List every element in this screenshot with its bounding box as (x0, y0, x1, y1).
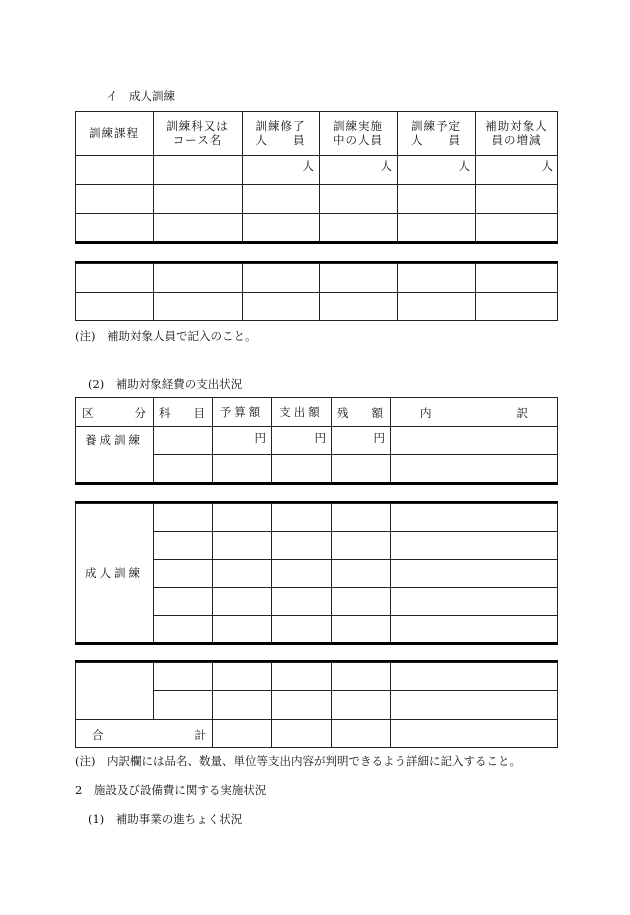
table-break-line (75, 642, 558, 645)
row-label-apprentice-training: 養成訓練 (85, 433, 143, 447)
header-category: 区 分 (82, 406, 146, 420)
header-budget: 予算額 (219, 405, 264, 419)
note-breakdown-column: (注) 内訳欄には品名、数量、単位等支出内容が判明できるよう詳細に記入すること。 (75, 754, 521, 768)
row-label-adult-training: 成人訓練 (85, 566, 143, 580)
unit-person: 人 (541, 159, 553, 173)
header-subject-or-course: 訓練科又は コース名 (166, 119, 229, 147)
unit-yen: 円 (373, 431, 385, 445)
header-breakdown: 内 訳 (420, 406, 528, 420)
unit-yen: 円 (254, 431, 266, 445)
header-training-course: 訓練課程 (89, 126, 139, 140)
unit-person: 人 (302, 159, 314, 173)
header-balance: 残 額 (337, 406, 383, 420)
unit-yen: 円 (314, 431, 326, 445)
note-subsidy-persons: (注) 補助対象人員で記入のこと。 (75, 329, 257, 343)
header-expenditure: 支出額 (279, 405, 323, 419)
section-2-1-heading: (1) 補助事業の進ちょく状況 (88, 812, 243, 826)
row-label-total: 合 計 (92, 728, 206, 742)
section-2-heading: 2 施設及び設備費に関する実施状況 (75, 783, 267, 797)
header-completed-count: 訓練修了 人 員 (255, 119, 306, 147)
header-subsidy-change: 補助対象人 員の増減 (485, 119, 548, 147)
header-planned-count: 訓練予定 人 員 (411, 119, 461, 147)
header-item: 科 目 (159, 406, 205, 420)
section-title-adult-training: イ 成人訓練 (106, 89, 175, 103)
table-break-line (75, 241, 558, 244)
section-title-expenses: (2) 補助対象経費の支出状況 (88, 377, 243, 391)
unit-person: 人 (380, 159, 392, 173)
header-in-training-count: 訓練実施 中の人員 (333, 119, 383, 147)
unit-person: 人 (458, 159, 470, 173)
table-break-line (75, 482, 558, 485)
